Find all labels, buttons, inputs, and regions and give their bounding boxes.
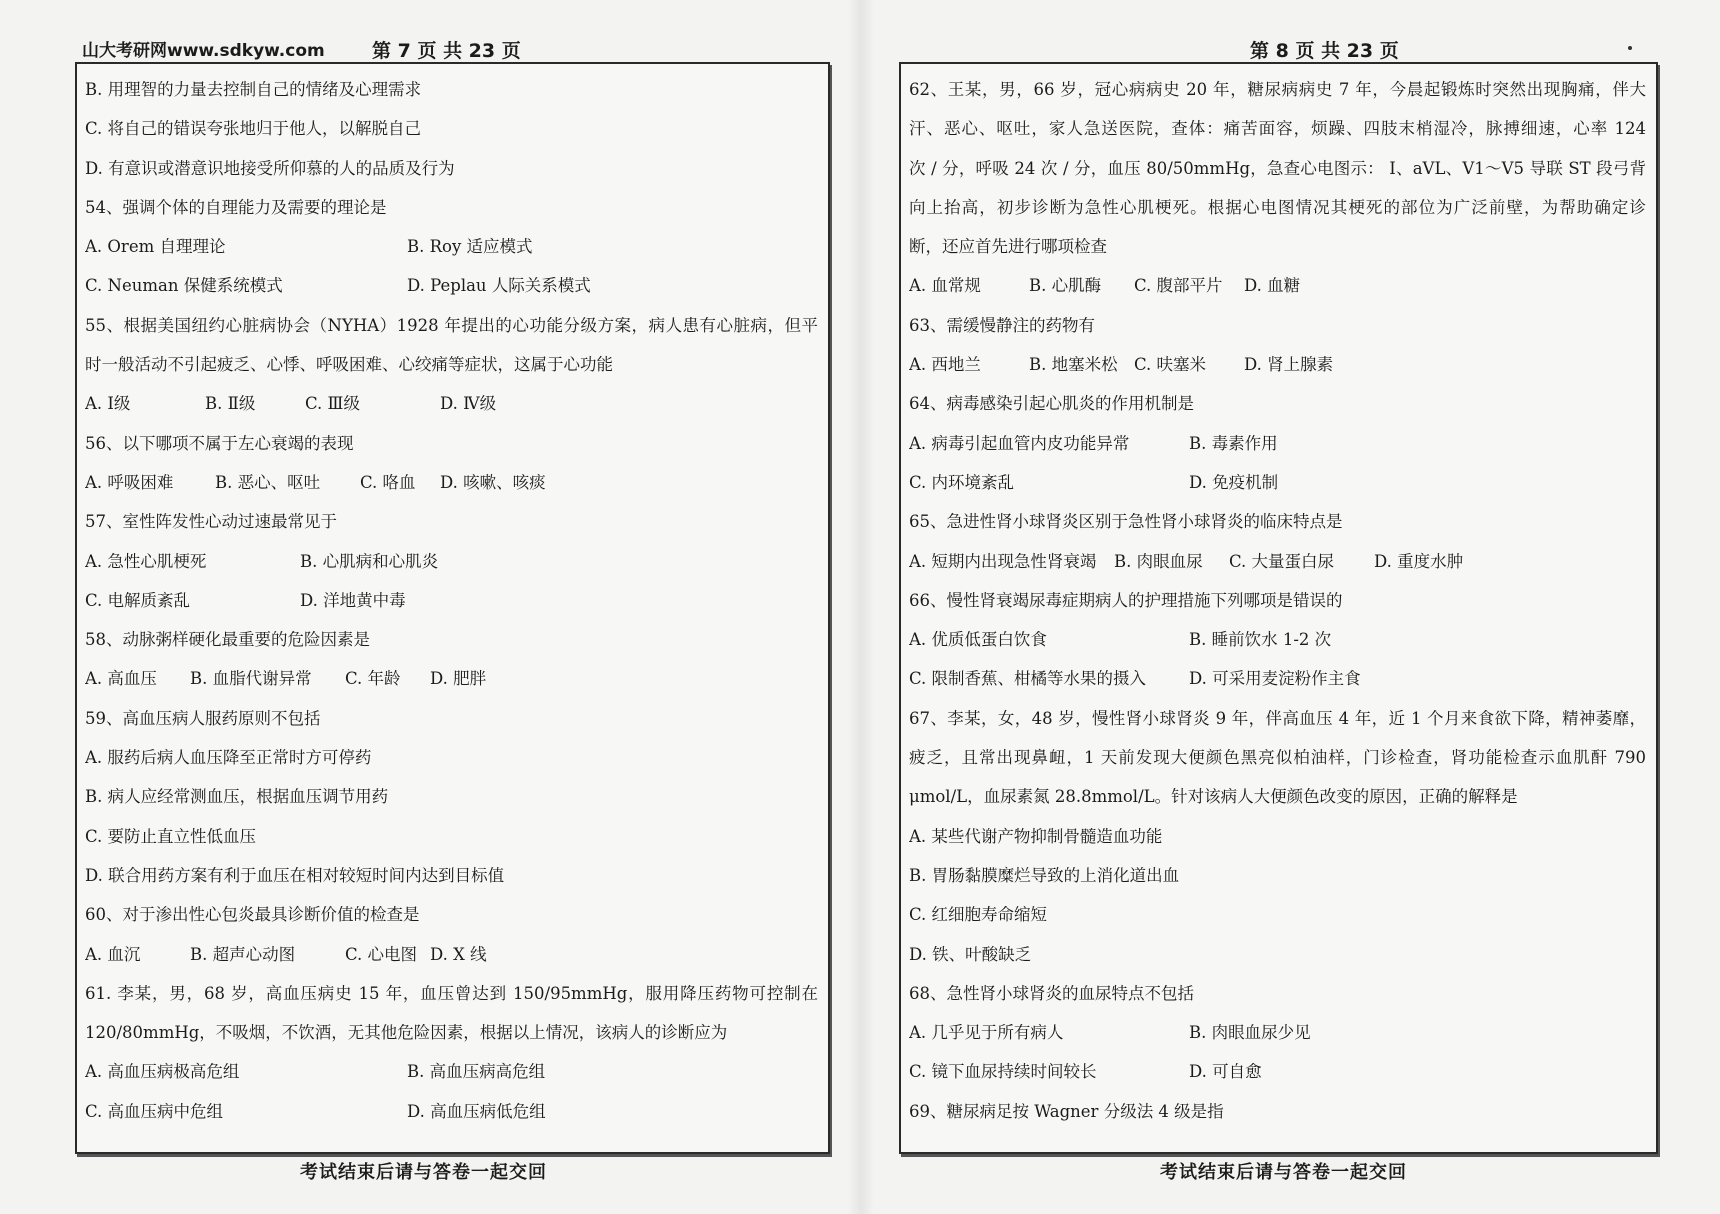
left-line: 61. 李某，男，68 岁，高血压病史 15 年，血压曾达到 150/95mmHg，服用降压药物可控制在	[85, 983, 818, 1003]
left-page-frame	[75, 62, 830, 1154]
left-line: 57、室性阵发性心动过速最常见于	[85, 512, 337, 532]
page-number-left: 第 7 页 共 23 页	[372, 40, 521, 62]
right-line: 次 / 分，呼吸 24 次 / 分，血压 80/50mmHg，急查心电图示： Ⅰ、aVL、V1～V5 导联 ST 段弓背	[909, 158, 1646, 178]
left-line: 时一般活动不引起疲乏、心悸、呼吸困难、心绞痛等症状，这属于心功能	[85, 355, 613, 375]
right-line: 65、急进性肾小球肾炎区别于急性肾小球肾炎的临床特点是	[909, 512, 1343, 532]
right-line: 汗、恶心、呕吐，家人急送医院，查体：痛苦面容，烦躁、四肢末梢湿冷，脉搏细速，心率 124	[909, 119, 1646, 139]
answer-option: C. 腹部平片	[1134, 276, 1223, 296]
footer-left: 考试结束后请与答卷一起交回	[300, 1162, 547, 1183]
page-number-right: 第 8 页 共 23 页	[1250, 40, 1399, 62]
right-line: 63、需缓慢静注的药物有	[909, 315, 1095, 335]
right-line: A. 某些代谢产物抑制骨髓造血功能	[909, 826, 1163, 846]
answer-option: B. 毒素作用	[1189, 433, 1278, 453]
right-line: 断，还应首先进行哪项检查	[909, 237, 1107, 257]
answer-option: C. 电解质紊乱	[85, 590, 191, 610]
right-line: 66、慢性肾衰竭尿毒症期病人的护理措施下列哪项是错误的	[909, 590, 1343, 610]
answer-option: B. 心肌病和心肌炎	[300, 551, 439, 571]
page-gutter	[848, 0, 874, 1214]
left-line: 58、动脉粥样硬化最重要的危险因素是	[85, 630, 370, 650]
site-watermark: 山大考研网www.sdkyw.com	[82, 41, 325, 61]
right-line: 向上抬高，初步诊断为急性心肌梗死。根据心电图情况其梗死的部位为广泛前壁，为帮助确定诊	[909, 197, 1646, 217]
answer-option: D. 肾上腺素	[1244, 355, 1334, 375]
answer-option: B. 超声心动图	[190, 944, 296, 964]
answer-option: B. 恶心、呕吐	[215, 472, 321, 492]
left-line: C. 要防止直立性低血压	[85, 826, 257, 846]
right-page-content	[901, 64, 1656, 1131]
answer-option: A. 急性心肌梗死	[85, 551, 207, 571]
answer-option: D. 可自愈	[1189, 1062, 1262, 1082]
answer-option: C. Ⅲ级	[305, 394, 360, 414]
left-line	[85, 463, 818, 502]
right-line: D. 铁、叶酸缺乏	[909, 944, 1032, 964]
answer-option: C. 内环境紊乱	[909, 472, 1015, 492]
answer-option: B. 睡前饮水 1-2 次	[1189, 630, 1332, 650]
left-line: A. 服药后病人血压降至正常时方可停药	[85, 748, 372, 768]
answer-option: A. Orem 自理理论	[85, 237, 226, 257]
answer-option: C. 心电图	[345, 944, 418, 964]
left-line: 54、强调个体的自理能力及需要的理论是	[85, 197, 387, 217]
answer-option: A. 病毒引起血管内皮功能异常	[909, 433, 1130, 453]
answer-option: C. 年龄	[345, 669, 401, 689]
left-line: 56、以下哪项不属于左心衰竭的表现	[85, 433, 354, 453]
answer-option: C. Neuman 保健系统模式	[85, 276, 283, 296]
right-line: μmol/L，血尿素氮 28.8mmol/L。针对该病人大便颜色改变的原因，正确的解释是	[909, 787, 1518, 807]
left-line: 59、高血压病人服药原则不包括	[85, 708, 321, 728]
scan-speck	[1628, 46, 1632, 50]
left-line	[85, 1052, 818, 1091]
left-line: B. 病人应经常测血压，根据血压调节用药	[85, 787, 389, 807]
answer-option: C. 镜下血尿持续时间较长	[909, 1062, 1097, 1082]
answer-option: D. 免疫机制	[1189, 472, 1279, 492]
answer-option: A. 高血压病极高危组	[85, 1062, 240, 1082]
right-line	[909, 266, 1646, 305]
answer-option: A. 短期内出现急性肾衰竭	[909, 551, 1097, 571]
right-line: B. 胃肠黏膜糜烂导致的上消化道出血	[909, 865, 1180, 885]
right-line: 疲乏，且常出现鼻衄，1 天前发现大便颜色黑亮似柏油样，门诊检查，肾功能检查示血肌酐 790	[909, 748, 1646, 768]
right-line: C. 红细胞寿命缩短	[909, 905, 1048, 925]
right-line	[909, 620, 1646, 659]
answer-option: D. 高血压病低危组	[407, 1101, 546, 1121]
left-line	[85, 1092, 818, 1131]
left-line	[85, 227, 818, 266]
left-line: C. 将自己的错误夸张地归于他人，以解脱自己	[85, 119, 422, 139]
answer-option: B. 地塞米松	[1029, 355, 1118, 375]
answer-option: D. 重度水肿	[1374, 551, 1464, 571]
right-line: 69、糖尿病足按 Wagner 分级法 4 级是指	[909, 1101, 1224, 1121]
answer-option: B. Roy 适应模式	[407, 237, 533, 257]
right-line: 62、王某，男，66 岁，冠心病病史 20 年，糖尿病病史 7 年，今晨起锻炼时突然出现胸痛，伴大	[909, 80, 1646, 99]
answer-option: B. 血脂代谢异常	[190, 669, 312, 689]
left-line	[85, 935, 818, 974]
right-line	[909, 1052, 1646, 1091]
left-line: D. 有意识或潜意识地接受所仰慕的人的品质及行为	[85, 158, 455, 178]
answer-option: D. Peplau 人际关系模式	[407, 276, 591, 296]
answer-option: C. 限制香蕉、柑橘等水果的摄入	[909, 669, 1147, 689]
right-line	[909, 463, 1646, 502]
answer-option: C. 高血压病中危组	[85, 1101, 224, 1121]
answer-option: A. 优质低蛋白饮食	[909, 630, 1047, 650]
answer-option: D. 血糖	[1244, 276, 1301, 296]
answer-option: B. 肉眼血尿少见	[1189, 1023, 1311, 1043]
answer-option: A. 西地兰	[909, 355, 981, 375]
answer-option: B. 高血压病高危组	[407, 1062, 546, 1082]
left-line: 120/80mmHg，不吸烟，不饮酒，无其他危险因素，根据以上情况，该病人的诊断应为	[85, 1023, 728, 1043]
answer-option: D. 洋地黄中毒	[300, 590, 406, 610]
answer-option: B. 心肌酶	[1029, 276, 1102, 296]
left-line	[85, 542, 818, 581]
answer-option: C. 咯血	[360, 472, 416, 492]
right-line	[909, 542, 1646, 581]
right-line	[909, 659, 1646, 698]
left-line	[85, 581, 818, 620]
right-line: 67、李某，女，48 岁，慢性肾小球肾炎 9 年，伴高血压 4 年，近 1 个月来食欲下降，精神萎靡，	[909, 708, 1646, 728]
answer-option: D. 可采用麦淀粉作主食	[1189, 669, 1361, 689]
answer-option: B. 肉眼血尿	[1114, 551, 1203, 571]
answer-option: D. 咳嗽、咳痰	[440, 472, 546, 492]
right-page-frame	[899, 62, 1658, 1154]
right-line	[909, 345, 1646, 384]
footer-right: 考试结束后请与答卷一起交回	[1160, 1162, 1407, 1183]
answer-option: A. 血常规	[909, 276, 981, 296]
left-line: D. 联合用药方案有利于血压在相对较短时间内达到目标值	[85, 865, 505, 885]
answer-option: D. X 线	[430, 944, 487, 964]
answer-option: C. 呋塞米	[1134, 355, 1207, 375]
left-line	[85, 266, 818, 305]
right-line: 64、病毒感染引起心肌炎的作用机制是	[909, 394, 1194, 414]
right-line: 68、急性肾小球肾炎的血尿特点不包括	[909, 983, 1194, 1003]
left-line: 60、对于渗出性心包炎最具诊断价值的检查是	[85, 905, 420, 925]
left-line	[85, 384, 818, 423]
left-line	[85, 659, 818, 698]
right-line	[909, 424, 1646, 463]
left-line: 55、根据美国纽约心脏病协会（NYHA）1928 年提出的心功能分级方案，病人患有心脏病，但平	[85, 315, 818, 335]
answer-option: A. 血沉	[85, 944, 141, 964]
answer-option: A. Ⅰ级	[85, 394, 131, 414]
answer-option: A. 呼吸困难	[85, 472, 174, 492]
answer-option: D. Ⅳ级	[440, 394, 497, 414]
answer-option: C. 大量蛋白尿	[1229, 551, 1335, 571]
answer-option: A. 几乎见于所有病人	[909, 1023, 1064, 1043]
left-page-content	[77, 64, 828, 1131]
right-line	[909, 1013, 1646, 1052]
answer-option: B. Ⅱ级	[205, 394, 256, 414]
answer-option: A. 高血压	[85, 669, 157, 689]
left-line: B. 用理智的力量去控制自己的情绪及心理需求	[85, 80, 422, 99]
answer-option: D. 肥胖	[430, 669, 487, 689]
